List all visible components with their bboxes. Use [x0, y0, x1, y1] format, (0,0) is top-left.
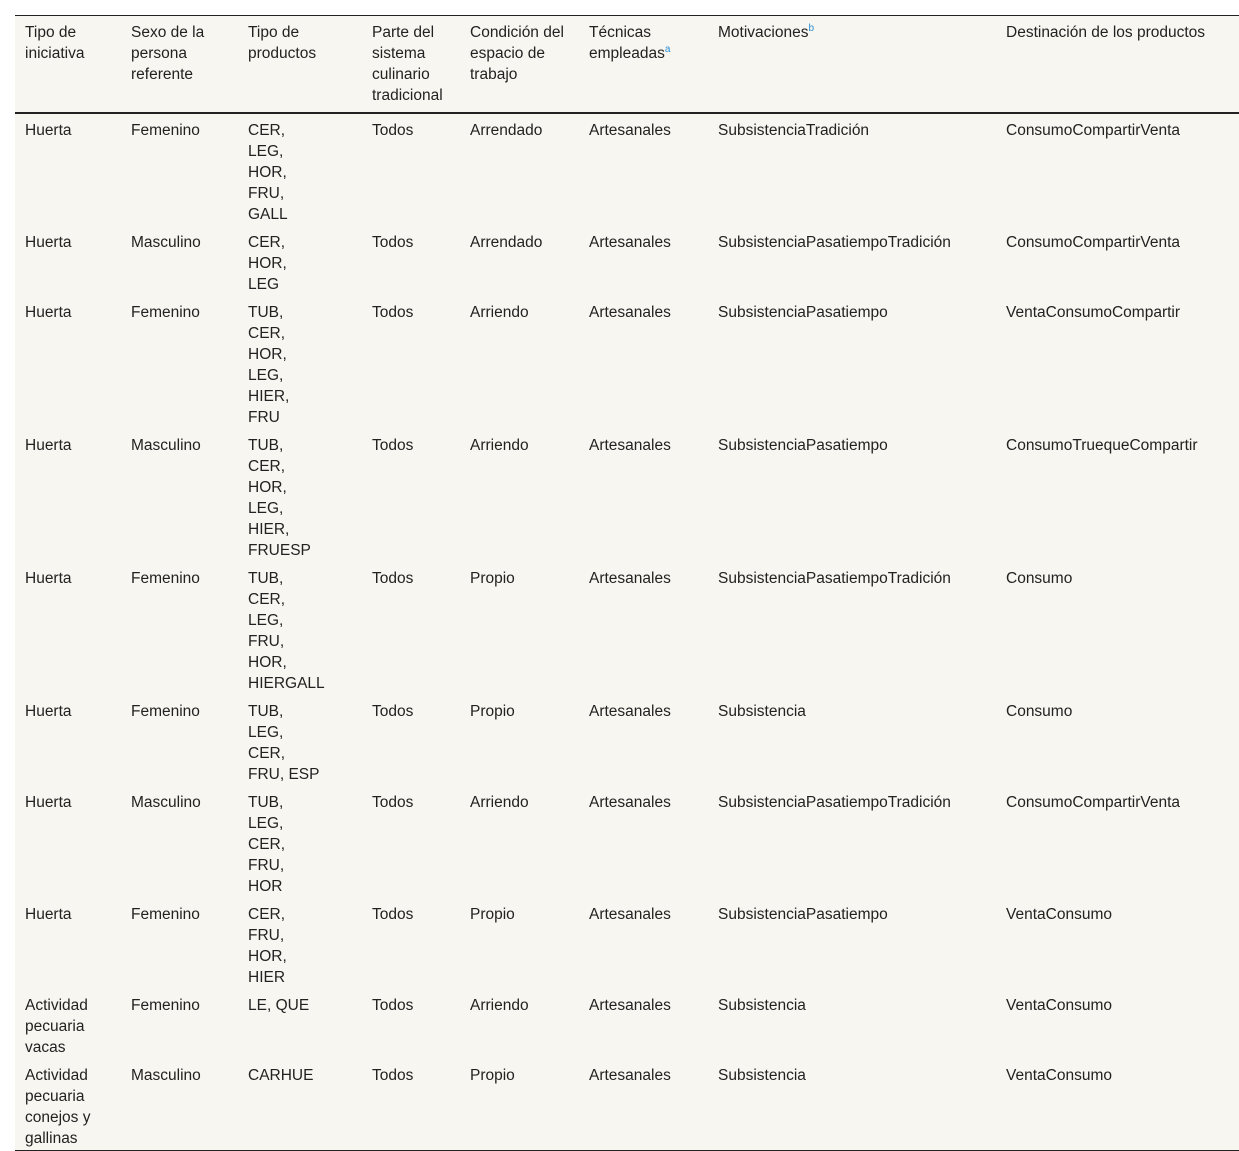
- techniques-cell: Artesanales: [589, 304, 671, 321]
- initiative-type-cell: Huerta: [25, 906, 72, 923]
- techniques-cell: Artesanales: [589, 234, 671, 251]
- header-row: [15, 16, 1239, 114]
- referent-sex-cell: Femenino: [131, 570, 200, 587]
- table-row: [15, 989, 1239, 1059]
- culinary-system-cell: Todos: [372, 122, 414, 139]
- table-row: [15, 786, 1239, 898]
- techniques-cell: Artesanales: [589, 997, 671, 1014]
- header-cell: Parte del sistema culinario tradicional: [372, 24, 443, 104]
- referent-sex-cell: Masculino: [131, 1067, 201, 1084]
- workspace-condition-cell: Arriendo: [470, 997, 529, 1014]
- product-type-cell: CER, HOR, LEG: [248, 234, 287, 293]
- motivations-cell: SubsistenciaPasatiempoTradición: [718, 570, 951, 587]
- culinary-system-cell: Todos: [372, 703, 414, 720]
- workspace-condition-cell: Propio: [470, 703, 515, 720]
- table-row: [15, 562, 1239, 695]
- referent-sex-cell: Femenino: [131, 304, 200, 321]
- workspace-condition-cell: Propio: [470, 570, 515, 587]
- motivations-cell: SubsistenciaPasatiempoTradición: [718, 234, 951, 251]
- product-destination-cell: VentaConsumoCompartir: [1006, 304, 1181, 321]
- initiative-type-cell: Actividad pecuaria vacas: [25, 997, 88, 1056]
- header-cell: Condición del espacio de trabajo: [470, 24, 564, 83]
- product-type-cell: TUB, CER, LEG, FRU, HOR, HIERGALL: [248, 570, 325, 692]
- techniques-cell: Artesanales: [589, 437, 671, 454]
- table-row: [15, 296, 1239, 429]
- culinary-system-cell: Todos: [372, 234, 414, 251]
- culinary-system-cell: Todos: [372, 1067, 414, 1084]
- product-destination-cell: ConsumoTruequeCompartir: [1006, 437, 1198, 454]
- product-type-cell: LE, QUE: [248, 997, 310, 1014]
- referent-sex-cell: Femenino: [131, 122, 200, 139]
- header-cell: Técnicas empleadas$^a$: [589, 24, 671, 62]
- product-destination-cell: VentaConsumo: [1006, 1067, 1112, 1084]
- product-type-cell: CER, FRU, HOR, HIER: [248, 906, 287, 986]
- culinary-system-cell: Todos: [372, 906, 414, 923]
- initiative-type-cell: Huerta: [25, 794, 72, 811]
- product-destination-cell: VentaConsumo: [1006, 997, 1112, 1014]
- product-destination-cell: ConsumoCompartirVenta: [1006, 122, 1181, 139]
- product-type-cell: TUB, CER, HOR, LEG, HIER, FRU: [248, 304, 290, 426]
- referent-sex-cell: Femenino: [131, 906, 200, 923]
- motivations-cell: SubsistenciaPasatiempo: [718, 304, 888, 321]
- table-row: [15, 695, 1239, 786]
- initiative-type-cell: Huerta: [25, 437, 72, 454]
- techniques-cell: Artesanales: [589, 122, 671, 139]
- culinary-system-cell: Todos: [372, 997, 414, 1014]
- motivations-cell: SubsistenciaPasatiempoTradición: [718, 794, 951, 811]
- initiative-type-cell: Huerta: [25, 122, 72, 139]
- product-type-cell: CARHUE: [248, 1067, 314, 1084]
- initiative-type-cell: Actividad pecuaria conejos y gallinas: [25, 1067, 91, 1147]
- table-row: [15, 1059, 1239, 1151]
- initiative-type-cell: Huerta: [25, 304, 72, 321]
- header-cell: Destinación de los productos: [1006, 24, 1206, 41]
- header-cell: Tipo de productos: [248, 24, 317, 62]
- header-cell: Motivaciones$^b$: [718, 23, 815, 41]
- culinary-system-cell: Todos: [372, 570, 414, 587]
- workspace-condition-cell: Propio: [470, 1067, 515, 1084]
- motivations-cell: SubsistenciaPasatiempo: [718, 437, 888, 454]
- table-row: [15, 898, 1239, 989]
- referent-sex-cell: Femenino: [131, 997, 200, 1014]
- initiatives-table: [15, 15, 1239, 1151]
- product-type-cell: TUB, LEG, CER, FRU, ESP: [248, 703, 320, 783]
- header-cell: Tipo de iniciativa: [25, 24, 85, 62]
- workspace-condition-cell: Propio: [470, 906, 515, 923]
- motivations-cell: Subsistencia: [718, 997, 806, 1014]
- initiative-type-cell: Huerta: [25, 703, 72, 720]
- referent-sex-cell: Masculino: [131, 234, 201, 251]
- initiative-type-cell: Huerta: [25, 570, 72, 587]
- product-type-cell: TUB, CER, HOR, LEG, HIER, FRUESP: [248, 437, 311, 559]
- initiative-type-cell: Huerta: [25, 234, 72, 251]
- footnote-marker[interactable]: b: [808, 23, 815, 34]
- motivations-cell: Subsistencia: [718, 1067, 806, 1084]
- product-destination-cell: VentaConsumo: [1006, 906, 1112, 923]
- product-destination-cell: ConsumoCompartirVenta: [1006, 794, 1181, 811]
- techniques-cell: Artesanales: [589, 703, 671, 720]
- techniques-cell: Artesanales: [589, 906, 671, 923]
- motivations-cell: Subsistencia: [718, 703, 806, 720]
- product-type-cell: TUB, LEG, CER, FRU, HOR: [248, 794, 286, 895]
- header-cell: Sexo de la persona referente: [131, 24, 205, 83]
- referent-sex-cell: Masculino: [131, 437, 201, 454]
- data-table-container: [15, 15, 1239, 1151]
- motivations-cell: SubsistenciaTradición: [718, 122, 870, 139]
- workspace-condition-cell: Arriendo: [470, 794, 529, 811]
- culinary-system-cell: Todos: [372, 437, 414, 454]
- techniques-cell: Artesanales: [589, 794, 671, 811]
- workspace-condition-cell: Arrendado: [470, 234, 543, 251]
- referent-sex-cell: Femenino: [131, 703, 200, 720]
- product-destination-cell: ConsumoCompartirVenta: [1006, 234, 1181, 251]
- table-body: [15, 113, 1239, 1151]
- footnote-marker[interactable]: a: [664, 44, 671, 55]
- techniques-cell: Artesanales: [589, 1067, 671, 1084]
- product-destination-cell: Consumo: [1006, 570, 1073, 587]
- techniques-cell: Artesanales: [589, 570, 671, 587]
- table-row: [15, 113, 1239, 226]
- workspace-condition-cell: Arriendo: [470, 437, 529, 454]
- motivations-cell: SubsistenciaPasatiempo: [718, 906, 888, 923]
- product-destination-cell: Consumo: [1006, 703, 1073, 720]
- table-row: [15, 429, 1239, 562]
- workspace-condition-cell: Arrendado: [470, 122, 543, 139]
- table-header: [15, 16, 1239, 114]
- referent-sex-cell: Masculino: [131, 794, 201, 811]
- workspace-condition-cell: Arriendo: [470, 304, 529, 321]
- product-type-cell: CER, LEG, HOR, FRU, GALL: [248, 122, 288, 223]
- table-row: [15, 226, 1239, 296]
- culinary-system-cell: Todos: [372, 304, 414, 321]
- culinary-system-cell: Todos: [372, 794, 414, 811]
